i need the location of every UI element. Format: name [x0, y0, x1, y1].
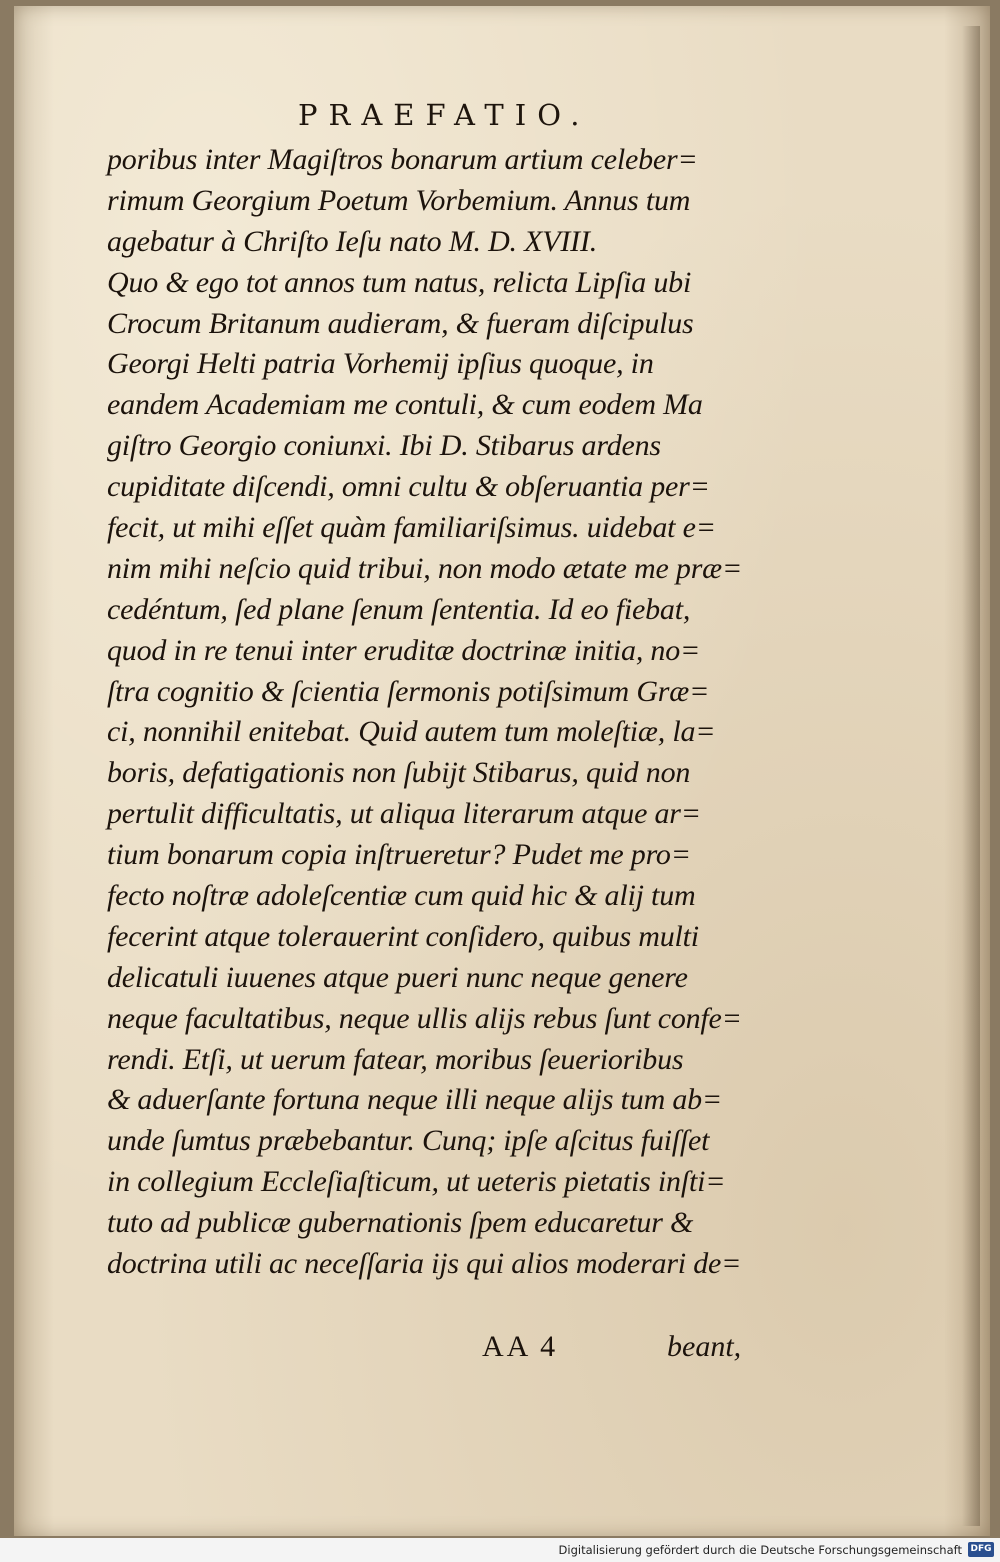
text-line: Crocum Britanum audieram, & fueram diſcipulus: [107, 306, 694, 340]
dfg-logo-icon: DFG: [968, 1542, 994, 1557]
text-line: rimum Georgium Poetum Vorbemium. Annus tum: [107, 183, 691, 217]
text-line: unde ſumtus præbebantur. Cunq; ipſe aſcitus fuiſſet: [107, 1124, 710, 1158]
text-line: cedéntum, ſed plane ſenum ſententia. Id eo fiebat,: [107, 592, 691, 626]
text-line: eandem Academiam me contuli, & cum eodem Ma: [107, 388, 703, 422]
text-line: in collegium Eccleſiaſticum, ut ueteris pietatis inſti=: [107, 1165, 726, 1199]
text-line: fecit, ut mihi eſſet quàm familiariſsimus. uidebat e=: [107, 511, 716, 545]
text-line: giſtro Georgio coniunxi. Ibi D. Stibarus ardens: [107, 429, 661, 463]
page-footer-marks: [482, 1330, 782, 1370]
body-text: [107, 140, 807, 1285]
digitization-footer: [0, 1538, 1000, 1562]
text-line: fecto noſtræ adoleſcentiæ cum quid hic & alij tum: [107, 879, 696, 913]
text-line: ci, nonnihil enitebat. Quid autem tum moleſtiæ, la=: [107, 715, 716, 749]
text-line: Georgi Helti patria Vorhemij ipſius quoque, in: [107, 347, 654, 381]
text-line: rendi. Etſi, ut uerum fatear, moribus ſeuerioribus: [107, 1042, 684, 1076]
text-line: tuto ad publicæ gubernationis ſpem educaretur &: [107, 1206, 694, 1240]
text-line: doctrina utili ac neceſſaria ijs qui alios moderari de=: [107, 1247, 742, 1281]
text-line: ſtra cognitio & ſcientia ſermonis potiſsimum Græ=: [107, 674, 710, 708]
text-line: tium bonarum copia inſtrueretur? Pudet me pro=: [107, 838, 691, 872]
running-header: PRAEFATIO.: [298, 98, 591, 132]
catchword: beant,: [667, 1330, 742, 1363]
text-line: Quo & ego tot annos tum natus, relicta Lipſia ubi: [107, 265, 692, 299]
text-line: nim mihi neſcio quid tribui, non modo ætate me præ=: [107, 551, 743, 585]
text-line: poribus inter Magiſtros bonarum artium celeber=: [107, 143, 698, 176]
text-line: & aduerſante fortuna neque illi neque alijs tum ab=: [107, 1083, 722, 1117]
text-line: quod in re tenui inter eruditæ doctrinæ initia, no=: [107, 633, 701, 667]
page-edge-shadow: [962, 26, 980, 1526]
text-line: boris, defatigationis non ſubijt Stibarus, quid non: [107, 756, 691, 790]
funding-credit: Digitalisierung gefördert durch die Deutsche Forschungsgemeinschaft: [558, 1543, 962, 1557]
text-line: neque facultatibus, neque ullis alijs rebus ſunt confe=: [107, 1001, 742, 1035]
text-line: fecerint atque tolerauerint conſidero, quibus multi: [107, 919, 699, 953]
text-line: agebatur à Chriſto Ieſu nato M. D. XVIII.: [107, 224, 598, 258]
text-line: cupiditate diſcendi, omni cultu & obſeruantia per=: [107, 470, 710, 504]
text-line: pertulit difficultatis, ut aliqua literarum atque ar=: [107, 797, 701, 831]
text-line: delicatuli iuuenes atque pueri nunc neque genere: [107, 960, 688, 994]
signature-mark: AA 4: [482, 1330, 559, 1363]
